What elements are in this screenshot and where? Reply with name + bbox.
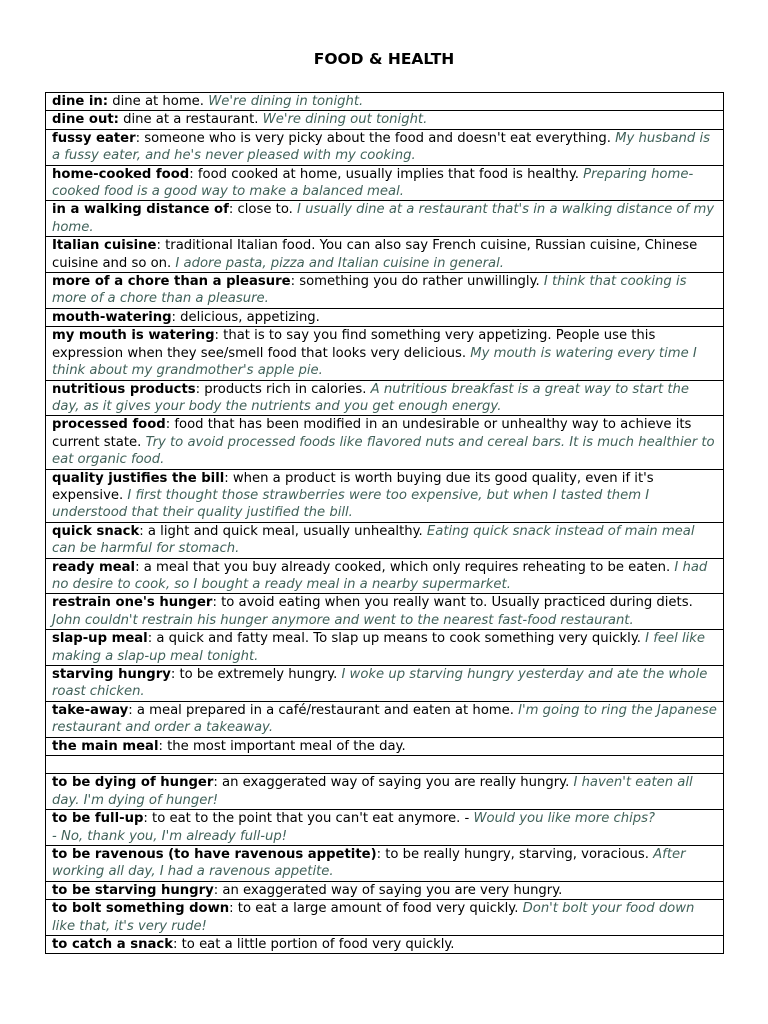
glossary-row	[46, 469, 724, 522]
glossary-example: I had no desire to cook, so I bought a ready meal in a nearby supermarket.	[52, 559, 708, 592]
glossary-cell	[46, 666, 724, 702]
glossary-term: dine in:	[52, 94, 109, 109]
glossary-term: to be dying of hunger	[52, 775, 214, 791]
glossary-term: Italian cuisine	[52, 238, 157, 254]
glossary-definition: : a meal prepared in a café/restaurant and eaten at home.	[128, 702, 519, 718]
glossary-row	[46, 273, 724, 309]
glossary-cell	[46, 380, 724, 416]
glossary-row	[46, 558, 724, 594]
glossary-definition: : someone who is very picky about the food and doesn't eat everything.	[135, 130, 616, 146]
glossary-term: more of a chore than a pleasure	[52, 274, 291, 290]
glossary-example: We're dining out tonight.	[262, 112, 428, 128]
page-title: FOOD & HEALTH	[313, 50, 455, 68]
glossary-cell	[46, 810, 724, 846]
glossary-example: Would you like more chips?	[473, 811, 656, 827]
glossary-definition: : the most important meal of the day.	[158, 738, 406, 754]
glossary-example: I usually dine at a restaurant that's in a walking distance of my home.	[52, 202, 715, 235]
glossary-row	[46, 308, 724, 326]
glossary-example: My husband is a fussy eater, and he's never pleased with my cooking.	[52, 130, 710, 164]
glossary-term: to catch a snack	[52, 937, 173, 953]
glossary-cell	[46, 237, 724, 273]
glossary-row	[46, 237, 724, 273]
glossary-term: to be full-up	[52, 811, 144, 827]
glossary-example: After working all day, I had a ravenous appetite.	[52, 847, 686, 880]
glossary-row	[46, 737, 724, 755]
glossary-term: ready meal	[52, 559, 136, 575]
glossary-cell	[46, 737, 724, 755]
glossary-definition: dine at a restaurant.	[118, 112, 263, 128]
glossary-term: in a walking distance of	[52, 202, 229, 218]
glossary-example: I feel like making a slap-up meal tonight.	[52, 631, 706, 664]
glossary-row	[46, 327, 724, 380]
glossary-row	[46, 522, 724, 558]
glossary-row	[46, 846, 724, 882]
glossary-definition: : products rich in calories.	[195, 381, 371, 397]
glossary-definition: : delicious, appetizing.	[171, 309, 320, 325]
glossary-cell	[46, 273, 724, 309]
glossary-definition: : food that has been modified in an undesirable or unhealthy way to achieve its current state.	[52, 417, 692, 450]
glossary-row	[46, 810, 724, 846]
glossary-example: I'm going to ring the Japanese restaurant and order a takeaway.	[52, 702, 717, 736]
glossary-definition: : a quick and fatty meal. To slap up means to cook something very quickly.	[147, 631, 646, 647]
glossary-definition: dine at home.	[108, 94, 209, 109]
glossary-example: I haven't eaten all day. I'm dying of hunger!	[52, 775, 693, 808]
glossary-example: I think that cooking is more of a chore than a pleasure.	[52, 274, 687, 307]
glossary-example: We're dining in tonight.	[208, 94, 364, 109]
glossary-cell	[46, 308, 724, 326]
glossary-cell	[46, 756, 724, 774]
glossary-cell	[46, 701, 724, 737]
glossary-term: to be starving hungry	[52, 882, 214, 898]
glossary-definition: : to avoid eating when you really want to. Usually practiced during diets.	[212, 595, 693, 611]
glossary-definition: : close to.	[228, 202, 298, 218]
glossary-term: home-cooked food	[52, 166, 190, 182]
glossary-term: restrain one's hunger	[52, 595, 213, 611]
glossary-example: I first thought those strawberries were too expensive, but when I tasted them I understood that their quality justified the bill.	[52, 487, 650, 521]
glossary-definition: : to eat to the point that you can't eat anymore. -	[143, 811, 474, 827]
glossary-row	[46, 111, 724, 129]
glossary-row	[46, 900, 724, 936]
glossary-row	[46, 165, 724, 201]
glossary-cell	[46, 774, 724, 810]
glossary-cell	[46, 630, 724, 666]
glossary-cell	[46, 111, 724, 129]
glossary-row	[46, 881, 724, 899]
glossary-term: starving hungry	[52, 667, 171, 682]
glossary-row	[46, 756, 724, 774]
glossary-definition: : traditional Italian food. You can also say French cuisine, Russian cuisine, Chinese cuisine and so on.	[52, 238, 698, 271]
glossary-definition: : to be really hungry, starving, voracious.	[376, 847, 654, 863]
glossary-example: A nutritious breakfast is a great way to start the day, as it gives your body the nutrients and you get enough energy.	[52, 381, 689, 414]
glossary-cell	[46, 165, 724, 201]
glossary-example: Preparing home-cooked food is a good way to make a balanced meal.	[52, 166, 694, 200]
glossary-example: My mouth is watering every time I think about my grandmother's apple pie.	[52, 345, 697, 379]
glossary-definition: : a light and quick meal, usually unhealthy.	[139, 523, 427, 539]
glossary-row	[46, 416, 724, 469]
glossary-term: quality justifies the bill	[52, 470, 225, 486]
glossary-cell	[46, 881, 724, 899]
glossary-example: I adore pasta, pizza and Italian cuisine in general.	[175, 255, 504, 271]
glossary-definition: : an exaggerated way of saying you are really hungry.	[213, 775, 574, 791]
glossary-row	[46, 630, 724, 666]
glossary-cell	[46, 558, 724, 594]
glossary-row	[46, 129, 724, 165]
glossary-example: John couldn't restrain his hunger anymore and went to the nearest fast-food restaurant.	[52, 612, 634, 628]
glossary-cell	[46, 129, 724, 165]
glossary-cell	[46, 93, 724, 111]
glossary-definition: : to eat a large amount of food very quickly.	[229, 901, 523, 917]
glossary-definition: : that is to say you find something very appetizing. People use this expression when they see/smell food that looks very delicious.	[52, 328, 656, 361]
glossary-row	[46, 594, 724, 630]
glossary-example: Don't bolt your food down like that, it's very rude!	[52, 901, 695, 934]
glossary-definition: : when a product is worth buying due its good quality, even if it's expensive.	[52, 470, 654, 503]
glossary-term: processed food	[52, 417, 166, 433]
glossary-example: - No, thank you, I'm already full-up!	[52, 828, 288, 844]
glossary-term: my mouth is watering	[52, 328, 215, 344]
glossary-example: Eating quick snack instead of main meal can be harmful for stomach.	[52, 523, 695, 557]
glossary-term: quick snack	[52, 523, 140, 539]
glossary-cell	[46, 327, 724, 380]
glossary-row	[46, 936, 724, 954]
glossary-cell	[46, 900, 724, 936]
glossary-cell	[46, 522, 724, 558]
glossary-example: I woke up starving hungry yesterday and ate the whole roast chicken.	[52, 667, 708, 700]
glossary-definition: : an exaggerated way of saying you are very hungry.	[213, 882, 563, 898]
glossary-definition: : to be extremely hungry.	[170, 667, 342, 682]
glossary-definition: : a meal that you buy already cooked, which only requires reheating to be eaten.	[135, 559, 675, 575]
glossary-term: slap-up meal	[52, 631, 148, 647]
glossary-row	[46, 701, 724, 737]
glossary-row	[46, 201, 724, 237]
glossary-cell	[46, 594, 724, 630]
glossary-term: fussy eater	[52, 130, 136, 146]
glossary-row	[46, 380, 724, 416]
glossary-definition: : food cooked at home, usually implies that food is healthy.	[189, 166, 584, 182]
glossary-cell	[46, 201, 724, 237]
glossary-term: dine out:	[52, 112, 119, 128]
glossary-table	[45, 92, 724, 954]
glossary-row	[46, 774, 724, 810]
glossary-term: to be ravenous (to have ravenous appetite)	[52, 847, 377, 863]
glossary-cell	[46, 416, 724, 469]
glossary-term: nutritious products	[52, 381, 196, 397]
glossary-term: to bolt something down	[52, 901, 230, 917]
glossary-term: mouth-watering	[52, 309, 172, 325]
glossary-body	[46, 93, 724, 954]
glossary-example: Try to avoid processed foods like flavored nuts and cereal bars. It is much healthier to eat organic food.	[52, 434, 715, 468]
glossary-cell	[46, 936, 724, 954]
glossary-term: take-away	[52, 702, 129, 718]
glossary-row	[46, 93, 724, 111]
glossary-definition: : to eat a little portion of food very quickly.	[173, 937, 455, 953]
glossary-row	[46, 666, 724, 702]
glossary-cell	[46, 846, 724, 882]
glossary-cell	[46, 469, 724, 522]
glossary-definition: : something you do rather unwillingly.	[290, 274, 544, 290]
glossary-term: the main meal	[52, 738, 159, 754]
